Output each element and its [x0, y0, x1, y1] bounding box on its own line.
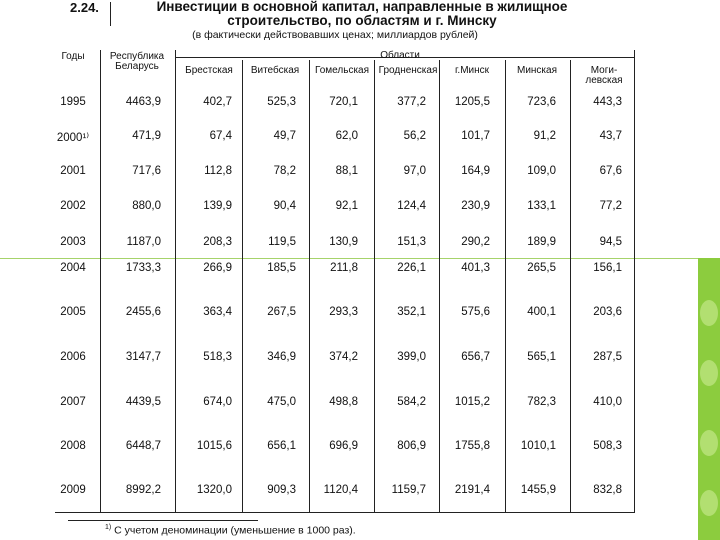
table-cell: 832,8: [593, 484, 622, 496]
table-cell: 226,1: [397, 262, 426, 274]
table-cell: 230,9: [461, 200, 490, 212]
table-cell: 265,5: [527, 262, 556, 274]
table-cell: 208,3: [203, 236, 232, 248]
header-grodno: Гродненская: [378, 65, 438, 76]
title-separator: [110, 2, 111, 26]
table-cell: 696,9: [329, 440, 358, 452]
table-subtitle: (в фактически действовавших ценах; миллиардов рублей): [192, 29, 478, 41]
row-year: 2006: [60, 351, 86, 363]
table-cell: 109,0: [527, 165, 556, 177]
column-divider: [374, 60, 375, 512]
table-cell: 4439,5: [125, 396, 161, 408]
column-divider: [634, 50, 635, 512]
footnote-mark: 1): [105, 524, 112, 531]
table-cell: 518,3: [203, 351, 232, 363]
footnote-rule: [68, 520, 258, 521]
header-vitebsk: Витебская: [250, 65, 300, 76]
row-year: 2002: [60, 200, 86, 212]
table-cell: 8992,2: [125, 484, 161, 496]
table-cell: 90,4: [273, 200, 296, 212]
header-brest: Брестская: [185, 65, 233, 76]
table-cell: 290,2: [461, 236, 490, 248]
table-cell: 287,5: [593, 351, 622, 363]
header-years: Годы: [61, 51, 85, 62]
row-year: 2007: [60, 396, 86, 408]
table-cell: 471,9: [132, 130, 161, 142]
row-year: 2008: [60, 440, 86, 452]
table-cell: 62,0: [335, 130, 358, 142]
table-cell: 203,6: [593, 306, 622, 318]
table-cell: 266,9: [203, 262, 232, 274]
table-cell: 130,9: [329, 236, 358, 248]
table-cell: 151,3: [397, 236, 426, 248]
leaf-decoration: [700, 360, 718, 386]
leaf-decoration: [700, 490, 718, 516]
table-cell: 267,5: [267, 306, 296, 318]
table-cell: 1320,0: [196, 484, 232, 496]
table-cell: 1455,9: [520, 484, 556, 496]
slide-divider-line: [0, 258, 720, 259]
table-cell: 91,2: [533, 130, 556, 142]
table-cell: 909,3: [267, 484, 296, 496]
table-cell: 119,5: [268, 236, 296, 248]
header-republic: Республика Беларусь: [109, 51, 165, 72]
table-cell: 1755,8: [454, 440, 490, 452]
table-cell: 377,2: [397, 96, 426, 108]
table-cell: 720,1: [329, 96, 358, 108]
table-cell: 674,0: [203, 396, 232, 408]
table-cell: 656,7: [461, 351, 490, 363]
table-cell: 443,3: [593, 96, 622, 108]
table-cell: 6448,7: [125, 440, 161, 452]
table-cell: 400,1: [527, 306, 556, 318]
row-year: 2001: [60, 165, 86, 177]
table-cell: 374,2: [329, 351, 358, 363]
header-oblasts: Области: [380, 50, 420, 61]
table-cell: 584,2: [397, 396, 426, 408]
table-cell: 399,0: [397, 351, 426, 363]
table-cell: 508,3: [593, 440, 622, 452]
table-cell: 1015,2: [454, 396, 490, 408]
table-cell: 293,3: [329, 306, 358, 318]
row-year: 2009: [60, 484, 86, 496]
table-cell: 1015,6: [196, 440, 232, 452]
row-year: 2005: [60, 306, 86, 318]
table-cell: 880,0: [132, 200, 161, 212]
table-cell: 2191,4: [454, 484, 490, 496]
table-cell: 3147,7: [125, 351, 161, 363]
leaf-decoration: [700, 430, 718, 456]
table-cell: 723,6: [527, 96, 556, 108]
table-cell: 139,9: [203, 200, 232, 212]
table-cell: 189,9: [527, 236, 556, 248]
table-cell: 43,7: [599, 130, 622, 142]
table-cell: 124,4: [397, 200, 426, 212]
row-year: 2003: [60, 236, 86, 248]
column-divider: [309, 60, 310, 512]
table-cell: 401,3: [461, 262, 490, 274]
table-cell: 575,6: [461, 306, 490, 318]
column-divider: [242, 60, 243, 512]
row-year: 2000¹⁾: [56, 132, 90, 144]
column-divider: [570, 60, 571, 512]
table-cell: 346,9: [267, 351, 296, 363]
header-minsk-city: г.Минск: [454, 65, 490, 76]
table-cell: 156,1: [593, 262, 622, 274]
table-cell: 133,1: [527, 200, 556, 212]
table-cell: 67,4: [209, 130, 232, 142]
table-cell: 67,6: [599, 165, 622, 177]
table-cell: 1187,0: [126, 236, 161, 248]
table-cell: 78,2: [273, 165, 296, 177]
table-cell: 806,9: [397, 440, 426, 452]
table-cell: 475,0: [267, 396, 296, 408]
table-cell: 363,4: [203, 306, 232, 318]
table-cell: 1120,4: [323, 484, 358, 496]
row-year: 2004: [60, 262, 86, 274]
table-title: Инвестиции в основной капитал, направленные в жилищное строительство, по областям и г. Минску: [156, 0, 568, 28]
row-year: 1995: [60, 96, 86, 108]
table-cell: 410,0: [593, 396, 622, 408]
table-cell: 164,9: [461, 165, 490, 177]
table-cell: 525,3: [267, 96, 296, 108]
header-minsk-oblast: Минская: [516, 65, 557, 76]
table-cell: 1010,1: [520, 440, 556, 452]
table-cell: 94,5: [599, 236, 622, 248]
table-cell: 88,1: [335, 165, 358, 177]
column-divider: [505, 60, 506, 512]
table-cell: 498,8: [329, 396, 358, 408]
table-cell: 185,5: [267, 262, 296, 274]
table-cell: 92,1: [335, 200, 358, 212]
table-cell: 97,0: [403, 165, 426, 177]
table-cell: 782,3: [527, 396, 556, 408]
table-cell: 717,6: [132, 165, 161, 177]
table-cell: 49,7: [273, 130, 296, 142]
table-cell: 402,7: [203, 96, 232, 108]
table-cell: 112,8: [204, 165, 232, 177]
table-bottom-rule: [55, 512, 635, 513]
column-divider: [175, 50, 176, 512]
table-cell: 1205,5: [454, 96, 490, 108]
table-number: 2.24.: [70, 0, 99, 15]
table-cell: 656,1: [267, 440, 296, 452]
table-cell: 101,7: [461, 130, 490, 142]
table-cell: 4463,9: [125, 96, 161, 108]
table-cell: 211,8: [330, 262, 358, 274]
footnote: [105, 524, 356, 537]
leaf-decoration: [700, 300, 718, 326]
table-cell: 2455,6: [125, 306, 161, 318]
footnote-text: С учетом деноминации (уменьшение в 1000 раз).: [114, 524, 356, 537]
table-cell: 1159,7: [391, 484, 426, 496]
table-cell: 352,1: [397, 306, 426, 318]
table-cell: 77,2: [599, 200, 622, 212]
column-divider: [439, 60, 440, 512]
header-gomel: Гомельская: [314, 65, 370, 76]
table-cell: 56,2: [403, 130, 426, 142]
column-divider: [100, 50, 101, 512]
table-cell: 1733,3: [125, 262, 161, 274]
table-cell: 565,1: [527, 351, 556, 363]
header-mogilev: Могилевская: [585, 65, 623, 86]
